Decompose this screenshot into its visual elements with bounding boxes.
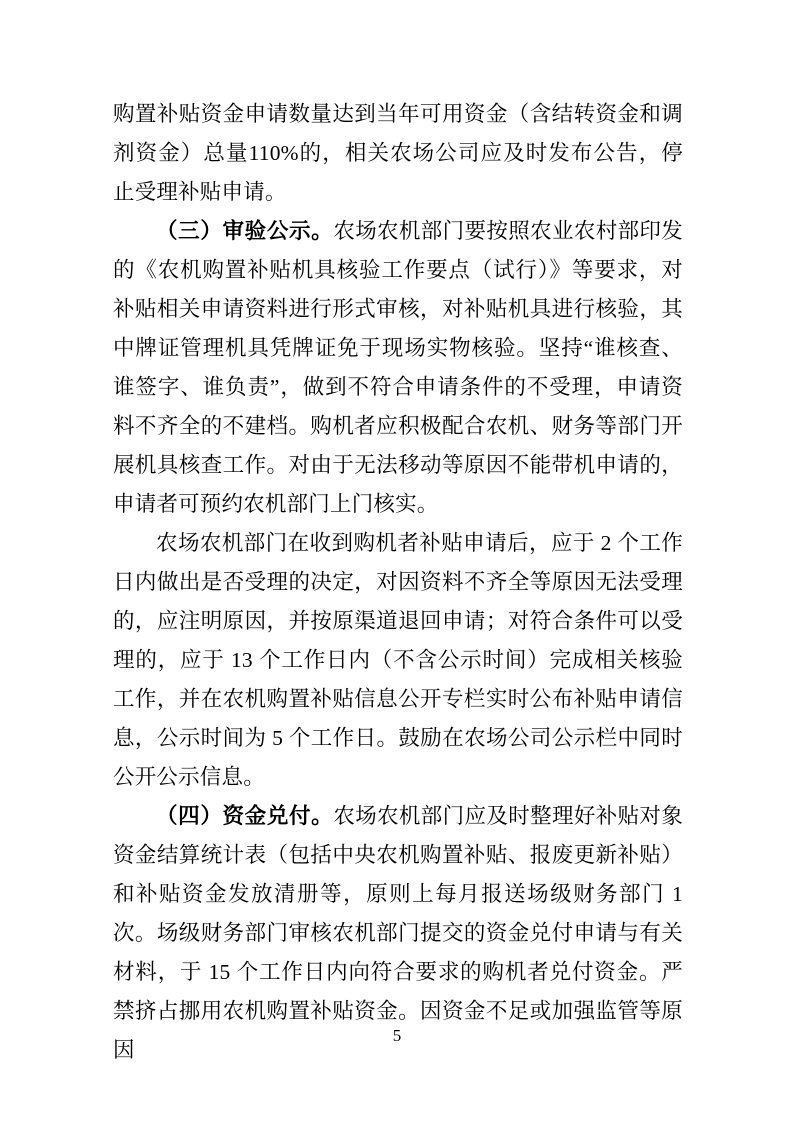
- page-number: 5: [392, 1026, 402, 1045]
- paragraph-2-heading: （三）审验公示。: [156, 219, 334, 244]
- paragraph-2: [113, 212, 683, 524]
- paragraph-1-text: 购置补贴资金申请数量达到当年可用资金（含结转资金和调剂资金）总量110%的，相关农场公司应及时发布公告，停止受理补贴申请。: [113, 102, 683, 204]
- paragraph-2-text: 农场农机部门要按照农业农村部印发的《农机购置补贴机具核验工作要点（试行）》等要求，对补贴相关申请资料进行形式审核，对补贴机具进行核验，其中牌证管理机具凭牌证免于现场实物核验。坚持“谁核查、谁签字、谁负责”，做到不符合申请条件的不受理，申请资料不齐全的不建档。购机者应积极配合农机、财务等部门开展机具核查工作。对由于无法移动等原因不能带机申请的，申请者可预约农机部门上门核实。: [113, 219, 683, 516]
- paragraph-4-heading: （四）资金兑付。: [156, 804, 334, 829]
- paragraph-3-text: 农场农机部门在收到购机者补贴申请后，应于 2 个工作日内做出是否受理的决定，对因资料不齐全等原因无法受理的，应注明原因，并按原渠道退回申请；对符合条件可以受理的，应于 13 个工作日内（不含公示时间）完成相关核验工作，并在农机购置补贴信息公开专栏实时公布补贴申请信息，公示时间为 5 个工作日。鼓励在农场公司公示栏中同时公开公示信息。: [113, 531, 683, 789]
- paragraph-3: [113, 524, 683, 797]
- document-body: [113, 95, 683, 1070]
- paragraph-1: [113, 95, 683, 212]
- paragraph-4-text: 农场农机部门应及时整理好补贴对象资金结算统计表（包括中央农机购置补贴、报废更新补贴）和补贴资金发放清册等，原则上每月报送场级财务部门 1 次。场级财务部门审核农机部门提交的资金兑付申请与有关材料，于 15 个工作日内向符合要求的购机者兑付资金。严禁挤占挪用农机购置补贴资金。因资金不足或加强监管等原因: [113, 804, 683, 1062]
